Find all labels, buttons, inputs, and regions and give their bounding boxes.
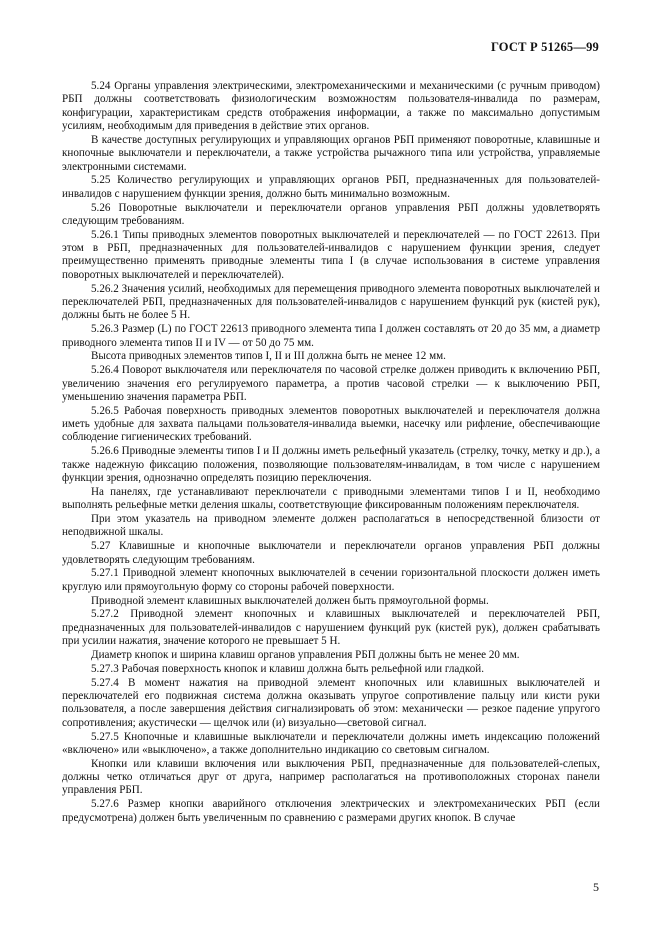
paragraph-5-26-6: 5.26.6 Приводные элементы типов I и II должны иметь рельефный указатель (стрелку, точку, метку и др.), а также надежную фиксацию положения, позволяющие пользователям-инвалидам, в том числе с нарушением функции зрения, однозначно определять позицию переключения. [62,445,600,484]
paragraph-5-27-3: 5.27.3 Рабочая поверхность кнопок и клавиш должна быть рельефной или гладкой. [91,662,485,675]
paragraph: Кнопки или клавиши включения или выключения РБП, предназначенные для пользователей-слепых, должны четко отличаться друг от друга, например располагаться на противоположных сторонах панели управления РБП. [62,757,600,797]
paragraph-5-27-5: 5.27.5 Кнопочные и клавишные выключатели и переключатели должны иметь индексацию положений «включено» или «выключено», а также дополнительно индикацию со световым сигналом. [62,730,600,756]
paragraph-5-27-2: 5.27.2 Приводной элемент кнопочных и клавишных выключателей и переключателей РБП, предназначенных для пользователей-инвалидов с нарушением функций рук (кистей рук), должен срабатывать при усилии нажатия, значение которого не превышает 5 Н. [62,608,600,648]
paragraph-5-26-4: 5.26.4 Поворот выключателя или переключателя по часовой стрелке должен приводить к включению РБП, увеличению значения его регулируемого параметра, а против часовой стрелки — к выключению РБП, уменьшению значения параметра РБП. [62,364,600,403]
document-header: ГОСТ Р 51265—99 [490,40,599,54]
paragraph: Диаметр кнопок и ширина клавиш органов управления РБП должны быть не менее 20 мм. [91,648,520,661]
paragraph-5-25: 5.25 Количество регулирующих и управляющих органов РБП, предназначенных для пользователей-инвалидов с нарушением функции зрения, должно быть минимально возможным. [62,174,600,200]
paragraph-5-26-5: 5.26.5 Рабочая поверхность приводных элементов поворотных выключателей и переключателя должна иметь удобные для захвата пальцами пользователя-инвалида выемки, насечку или рифление, обеспечивающие соблюдение гигиенических требований. [62,404,600,444]
paragraph: При этом указатель на приводном элементе должен располагаться в непосредственной близости от неподвижной шкалы. [62,513,600,539]
paragraph-5-26: 5.26 Поворотные выключатели и переключатели органов управления РБП должны удовлетворять следующим требованиям. [62,201,600,227]
paragraph: На панелях, где устанавливают переключатели с приводными элементами типов I и II, необходимо выполнять рельефные метки деления шкалы, соответствующие фиксированным положениям переключателя. [62,485,600,512]
paragraph-5-27: 5.27 Клавишные и кнопочные выключатели и переключатели органов управления РБП должны удовлетворять следующим требованиям. [62,540,600,566]
paragraph: Высота приводных элементов типов I, II и III должна быть не менее 12 мм. [91,350,446,363]
paragraph-5-27-4: 5.27.4 В момент нажатия на приводной элемент кнопочных или клавишных выключателей и переключателей его подвижная система должна оказывать упругое сопротивление пальцу или кисти руки пользователя, а после завершения действия сигнализировать об этом: механически — резкое падение упругого сопротивления; акустически — щелчок или (и) визуально—световой сигнал. [62,676,600,729]
paragraph-5-27-6: 5.27.6 Размер кнопки аварийного отключения электрических и электромеханических РБП (если предусмотрена) должен быть увеличенным по сравнению с размерами других кнопок. В случае [62,798,600,824]
paragraph-5-24: 5.24 Органы управления электрическими, электромеханическими и механическими (с ручным приводом) РБП должны соответствовать физиологическим возможностям пользователя-инвалида по размерам, конфигурации, характеристикам средств отображения информации, а также по максимально допустимым усилиям, необходимым для приведения в действие этих органов. [62,80,600,133]
page-number: 5 [593,880,599,894]
paragraph-5-26-2: 5.26.2 Значения усилий, необходимых для перемещения приводного элемента поворотных выключателей и переключателей РБП, предназначенных для пользователей-инвалидов с нарушением функций рук (кистей рук), должны быть не более 5 Н. [62,282,600,322]
paragraph-5-26-3: 5.26.3 Размер (L) по ГОСТ 22613 приводного элемента типа I должен составлять от 20 до 35 мм, а диаметр приводного элемента типов II и IV — от 50 до 75 мм. [62,323,600,349]
paragraph-5-26-1: 5.26.1 Типы приводных элементов поворотных выключателей и переключателей — по ГОСТ 22613. При этом в РБП, предназначенных для пользователей-инвалидов с нарушением функции зрения, следует преимущественно применять приводные элементы типа I (в случае использования в системе управления поворотных выключателей и переключателей). [62,228,600,281]
paragraph: Приводной элемент клавишных выключателей должен быть прямоугольной формы. [91,594,489,607]
body-text [62,80,600,825]
paragraph: В качестве доступных регулирующих и управляющих органов РБП применяют поворотные, клавишные и кнопочные выключатели и переключатели, а также устройства рычажного типа или устройства, управляемые электронными системами. [62,133,600,173]
paragraph-5-27-1: 5.27.1 Приводной элемент кнопочных выключателей в сечении горизонтальной плоскости должен иметь круглую или прямоугольную форму со стороны рабочей поверхности. [62,567,600,593]
